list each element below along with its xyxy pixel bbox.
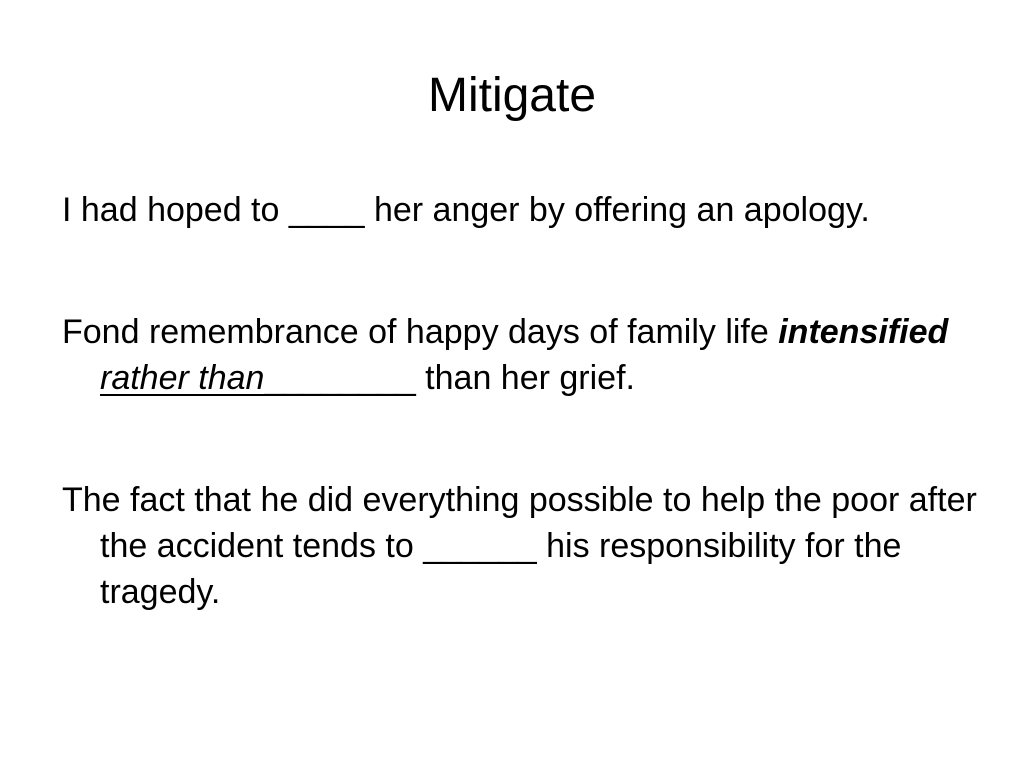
sentence-2-prefix: Fond remembrance of happy days of family life: [62, 313, 779, 351]
sentence-2-blank: ________: [264, 359, 416, 397]
sentence-2: [62, 309, 992, 401]
slide-title: Mitigate: [427, 69, 597, 122]
sentence-2-suffix: than her grief.: [415, 359, 635, 397]
slide-body: [62, 187, 992, 615]
sentence-1: I had hoped to ____ her anger by offering an apology.: [62, 191, 870, 229]
sentence-2-emphasis: intensified: [778, 313, 949, 351]
sentence-3: The fact that he did everything possible to help the poor after the accident tends to ______ his responsibility for the tragedy.: [62, 481, 977, 611]
sentence-2-underlined-phrase: rather than: [100, 359, 265, 397]
